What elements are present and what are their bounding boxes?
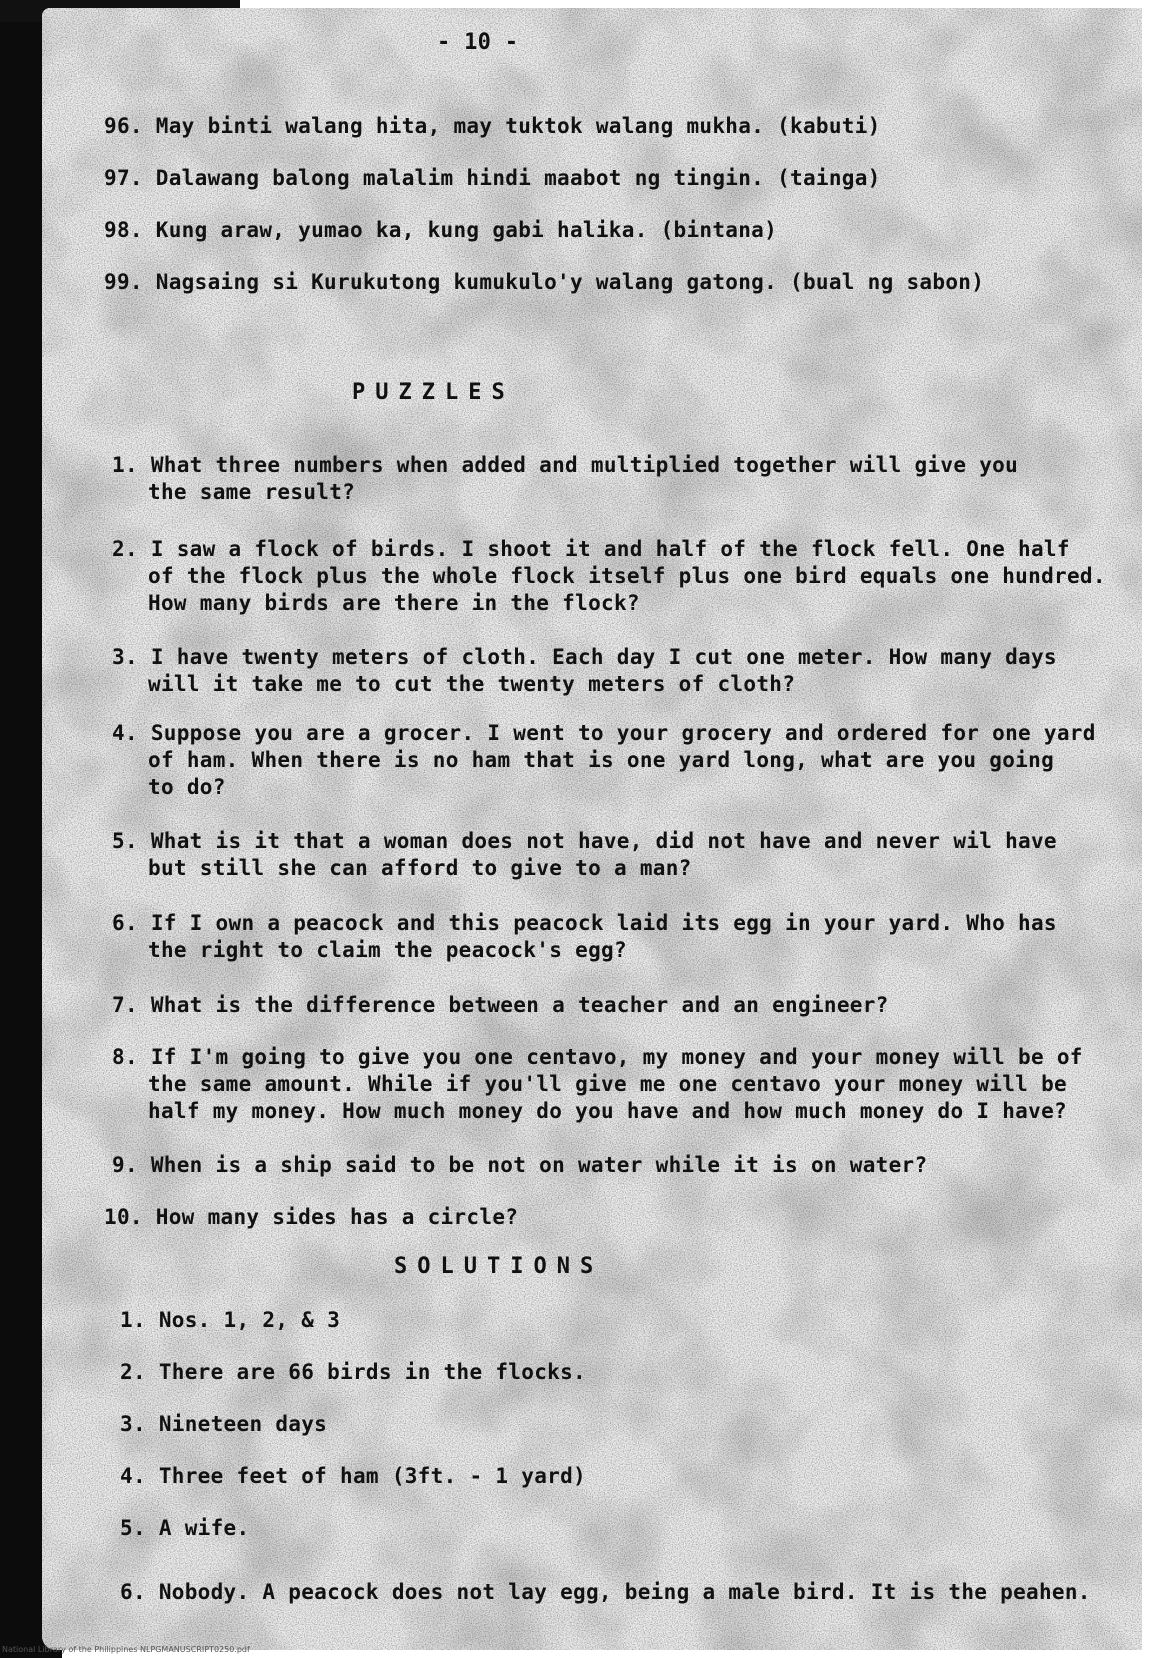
puzzle-item: 4. Suppose you are a grocer. I went to your grocery and ordered for one yard of ham. When there is no ham that is one yard long, what are you going to do?: [112, 721, 1096, 799]
puzzle-item: 1. What three numbers when added and multiplied together will give you the same result?: [112, 453, 1019, 504]
solution-item: 3. Nineteen days: [120, 1412, 328, 1436]
riddle-97: 97. Dalawang balong malalim hindi maabot ng tingin. (tainga): [104, 166, 881, 190]
puzzle-item: 2. I saw a flock of birds. I shoot it and half of the flock fell. One half of the flock plus the whole flock itself plus one bird equals one hundred. How many birds are there in the flock?: [112, 537, 1106, 615]
riddle-96: 96. May binti walang hita, may tuktok walang mukha. (kabuti): [104, 114, 881, 138]
solutions-heading: SOLUTIONS: [394, 1254, 604, 1279]
riddle-98: 98. Kung araw, yumao ka, kung gabi halika. (bintana): [104, 218, 778, 242]
riddle-99: 99. Nagsaing si Kurukutong kumukulo'y walang gatong. (bual ng sabon): [104, 270, 985, 294]
puzzle-item: 10. How many sides has a circle?: [104, 1205, 519, 1229]
page-number: - 10 -: [437, 30, 519, 55]
archive-footer: National Library of the Philippines NLPGMANUSCRIPT0250.pdf: [2, 1645, 250, 1654]
puzzle-item: 8. If I'm going to give you one centavo, my money and your money will be of the same amount. While if you'll give me one centavo your money will be half my money. How much money do you have and how much money do I have?: [112, 1045, 1083, 1123]
paper-sheet: [42, 8, 1142, 1650]
puzzle-item: 9. When is a ship said to be not on water while it is on water?: [112, 1153, 928, 1177]
solution-item: 1. Nos. 1, 2, & 3: [120, 1308, 341, 1332]
puzzle-item: 5. What is it that a woman does not have, did not have and never wil have but still she can afford to give to a man?: [112, 829, 1057, 880]
puzzle-item: 3. I have twenty meters of cloth. Each day I cut one meter. How many days will it take me to cut the twenty meters of cloth?: [112, 645, 1057, 696]
solution-item: 5. A wife.: [120, 1516, 250, 1540]
puzzle-item: 7. What is the difference between a teacher and an engineer?: [112, 993, 889, 1017]
solution-item: 2. There are 66 birds in the flocks.: [120, 1360, 586, 1384]
solution-item: 6. Nobody. A peacock does not lay egg, being a male bird. It is the peahen.: [120, 1580, 1091, 1604]
solution-item: 4. Three feet of ham (3ft. - 1 yard): [120, 1464, 586, 1488]
puzzles-heading: PUZZLES: [352, 380, 515, 405]
puzzle-item: 6. If I own a peacock and this peacock laid its egg in your yard. Who has the right to claim the peacock's egg?: [112, 911, 1057, 962]
